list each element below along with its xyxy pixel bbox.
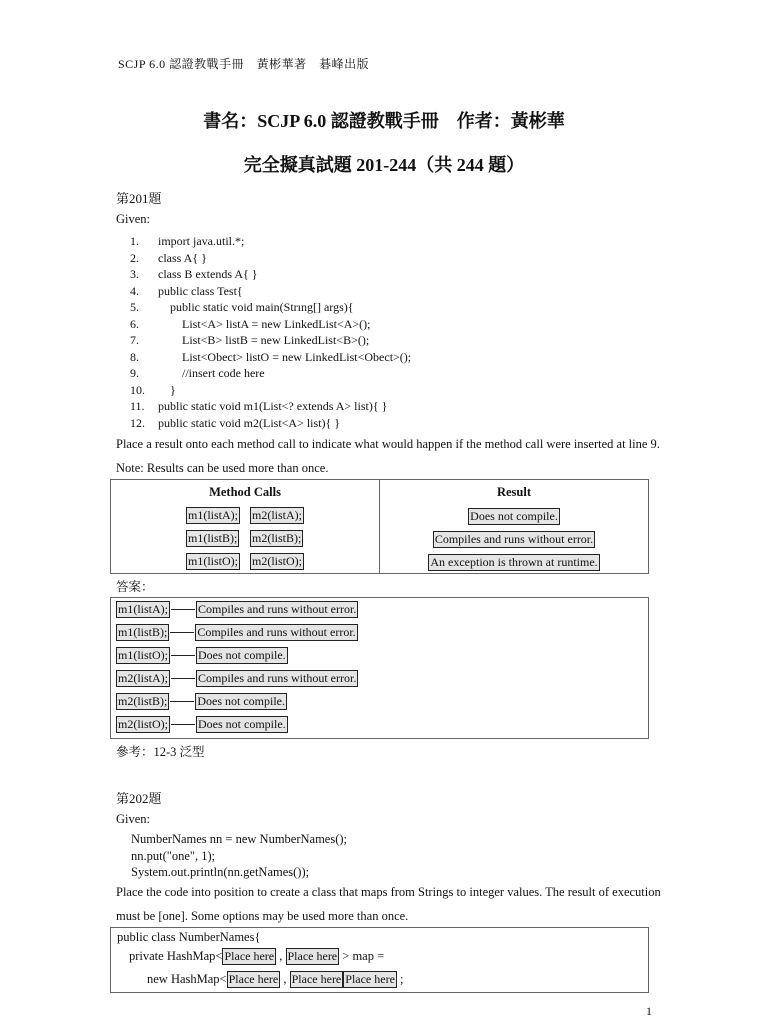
document-subtitle: 完全擬真試題 201-244（共 244 題） <box>243 155 525 175</box>
answer-row <box>116 669 358 687</box>
code-line: 9. //insert code here <box>130 366 265 380</box>
answer-result-chip: Does not compile. <box>198 716 286 731</box>
connector-line <box>171 724 195 725</box>
running-header: SCJP 6.0 認證教戰手冊 黃彬華著 碁峰出版 <box>118 57 370 71</box>
connector-line <box>170 701 194 702</box>
method-call-chip[interactable]: m1(listB); <box>188 531 238 545</box>
answer-label: 答案： <box>116 580 154 594</box>
connector-line <box>171 678 195 679</box>
place-here-slot[interactable]: Place here <box>287 949 338 963</box>
reference-note: 參考：12-3 泛型 <box>116 745 205 759</box>
answer-result-chip: Compiles and runs without error. <box>198 670 357 685</box>
answer-call-chip: m2(listB); <box>118 693 168 708</box>
question-201-heading: 第201題 <box>116 191 162 206</box>
code-line: 4. public class Test{ <box>130 283 243 298</box>
place-here-slot[interactable]: Place here <box>224 949 275 963</box>
code-line: 7. List<B> listB = new LinkedList<B>(); <box>130 333 370 347</box>
place-here-slot[interactable]: Place here <box>345 972 395 986</box>
code-line: System.out.println(nn.getNames()); <box>131 865 310 879</box>
answer-call-chip: m2(listA); <box>118 670 168 685</box>
answer-result-chip: Does not compile. <box>197 693 285 708</box>
q201-note: Note: Results can be used more than once. <box>116 461 329 475</box>
answer-row <box>116 623 358 641</box>
q202-given-label: Given: <box>116 812 151 826</box>
answer-call-chip: m1(listO); <box>118 647 168 662</box>
box-line: public class NumberNames{ <box>117 930 261 944</box>
page-number: 1 <box>646 1004 652 1018</box>
connector-line <box>171 609 195 610</box>
answer-row <box>116 646 288 664</box>
code-line: 5. public static void main(Strıng[] args){ <box>130 300 354 314</box>
answer-call-chip: m1(listA); <box>118 601 168 616</box>
code-line: 11. public static void m1(List<? extends A> list){ } <box>130 399 388 413</box>
answer-result-chip: Compiles and runs without error. <box>198 601 357 616</box>
q202-instruction-line1: Place the code into position to create a class that maps from Strings to integer values. The result of execution <box>116 885 661 899</box>
q201-instruction: Place a result onto each method call to indicate what would happen if the method call were inserted at line 9. <box>116 437 660 451</box>
place-here-slot[interactable]: Place here <box>228 972 279 986</box>
answer-row <box>116 715 288 733</box>
code-line: 6. List<A> listA = new LinkedList<A>(); <box>130 316 371 331</box>
code-line: nn.put("one", 1); <box>131 848 216 863</box>
code-line: NumberNames nn = new NumberNames(); <box>131 832 348 846</box>
answer-call-chip: m1(listB); <box>118 624 168 639</box>
connector-line <box>170 632 194 633</box>
method-call-chip[interactable]: m2(listO); <box>252 554 302 568</box>
answer-row <box>116 692 287 710</box>
place-here-slot[interactable]: Place here <box>291 972 342 986</box>
result-chip[interactable]: An exception is thrown at runtime. <box>430 555 598 569</box>
result-chip[interactable]: Does not compile. <box>470 509 558 523</box>
answer-call-chip: m2(listO); <box>118 716 168 731</box>
q202-code-box <box>110 927 649 993</box>
q202-instruction-line2: must be [one]. Some options may be used more than once. <box>116 909 409 923</box>
method-calls-header: Method Calls <box>209 485 281 499</box>
connector-line <box>171 655 195 656</box>
code-line: 8. List<Obect> listO = new LinkedList<Obect>(); <box>130 349 412 364</box>
box-line: private HashMap< Place here , Place here > map = <box>129 949 385 963</box>
box-line: new HashMap< Place here , Place here Place here ; <box>147 972 404 986</box>
result-header: Result <box>496 485 532 499</box>
document-title: 書名：SCJP 6.0 認證教戰手冊 作者：黃彬華 <box>203 111 565 131</box>
q201-code-listing <box>130 233 411 431</box>
answer-result-chip: Does not compile. <box>198 647 286 662</box>
answer-row <box>116 600 358 618</box>
answer-result-chip: Compiles and runs without error. <box>197 624 356 639</box>
code-line: 10. } <box>130 382 176 397</box>
question-202-heading: 第202題 <box>116 791 162 806</box>
method-call-chip[interactable]: m2(listA); <box>252 508 302 522</box>
result-chip[interactable]: Compiles and runs without error. <box>434 532 594 546</box>
method-call-chip[interactable]: m2(listB); <box>252 531 302 545</box>
q201-drag-table <box>110 479 649 574</box>
q202-code-listing <box>131 831 347 881</box>
code-line: 3. class B extends A{ } <box>130 267 258 281</box>
method-call-chip[interactable]: m1(listA); <box>188 508 238 522</box>
method-call-chip[interactable]: m1(listO); <box>188 554 238 568</box>
code-line: 12. public static void m2(List<A> list){ } <box>130 415 341 430</box>
code-line: 2. class A{ } <box>130 250 207 265</box>
q201-given-label: Given: <box>116 212 151 226</box>
code-line: 1. import java.util.*; <box>130 234 245 248</box>
